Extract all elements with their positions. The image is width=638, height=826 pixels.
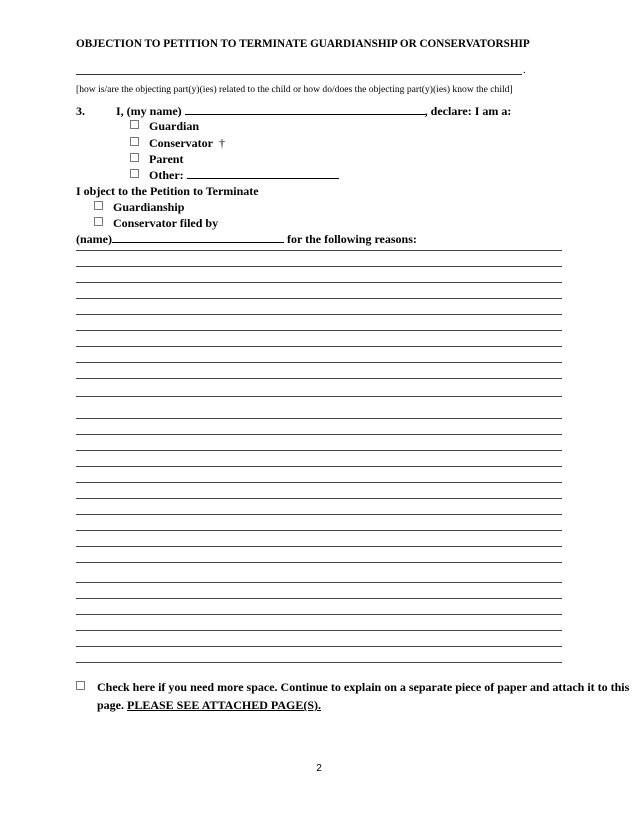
checkbox-guardian[interactable] [130,120,139,129]
reason-line[interactable] [76,546,562,547]
role-label: Parent [149,152,184,166]
reason-line[interactable] [76,378,562,379]
declaration-suffix: , declare: I am a: [424,104,512,118]
reason-line[interactable] [76,362,562,363]
reason-line[interactable] [76,482,562,483]
role-option-parent[interactable] [130,152,183,167]
checkbox-other[interactable] [130,169,139,178]
checkbox-conservator-filed[interactable] [94,217,103,226]
reason-line[interactable] [76,330,562,331]
reason-line[interactable] [76,434,562,435]
section-number: 3. [76,104,85,118]
reason-line[interactable] [76,266,562,267]
reason-line[interactable] [76,498,562,499]
objection-intro: I object to the Petition to Terminate [76,184,259,198]
relationship-input-line[interactable] [76,74,522,75]
reason-line[interactable] [76,662,562,663]
attached-pages-note: PLEASE SEE ATTACHED PAGE(S). [127,698,322,712]
reason-line[interactable] [76,450,562,451]
checkbox-parent[interactable] [130,153,139,162]
declaration-line [76,104,511,119]
my-name-field[interactable] [185,104,425,115]
more-space-text: Check here if you need more space. Continue to explain on a separate piece of paper and attach it to this page. [97,680,630,712]
checkbox-more-space[interactable] [76,681,85,690]
objection-label: Conservator filed by [113,216,219,230]
role-option-guardian[interactable] [130,119,199,134]
name-prefix: (name) [76,232,112,246]
objection-option-guardianship[interactable] [94,200,184,215]
checkbox-guardianship[interactable] [94,201,103,210]
relationship-instruction: [how is/are the objecting part(y)(ies) related to the child or how do/does the objecting part(y)(ies) know the child] [76,84,513,95]
declaration-prefix: I, (my name) [116,104,182,118]
page-number: 2 [316,763,322,774]
reason-line[interactable] [76,396,562,397]
reason-line[interactable] [76,582,562,583]
reason-line[interactable] [76,418,562,419]
name-suffix: for the following reasons: [287,232,417,246]
reason-line[interactable] [76,282,562,283]
role-label: Guardian [149,119,200,133]
reason-line[interactable] [76,598,562,599]
more-space-note [97,678,638,714]
other-role-field[interactable] [187,168,339,179]
objection-label: Guardianship [113,200,185,214]
form-title: OBJECTION TO PETITION TO TERMINATE GUARDIANSHIP OR CONSERVATORSHIP [76,38,530,50]
reason-line[interactable] [76,514,562,515]
role-label: Other: [149,168,184,182]
reason-line[interactable] [76,630,562,631]
reason-line[interactable] [76,530,562,531]
dagger-mark: † [218,136,225,150]
filer-name-line [76,232,417,247]
role-option-other[interactable] [130,168,339,183]
reason-line[interactable] [76,646,562,647]
reason-line[interactable] [76,614,562,615]
role-label: Conservator [149,136,213,150]
reason-line[interactable] [76,346,562,347]
reason-line[interactable] [76,298,562,299]
reason-line[interactable] [76,562,562,563]
reason-line[interactable] [76,250,562,251]
reason-line[interactable] [76,466,562,467]
objection-option-conservator[interactable] [94,216,218,231]
filer-name-field[interactable] [112,232,284,243]
reason-line[interactable] [76,314,562,315]
relationship-line-period: . [523,64,526,76]
checkbox-conservator[interactable] [130,137,139,146]
role-option-conservator[interactable] [130,136,225,151]
